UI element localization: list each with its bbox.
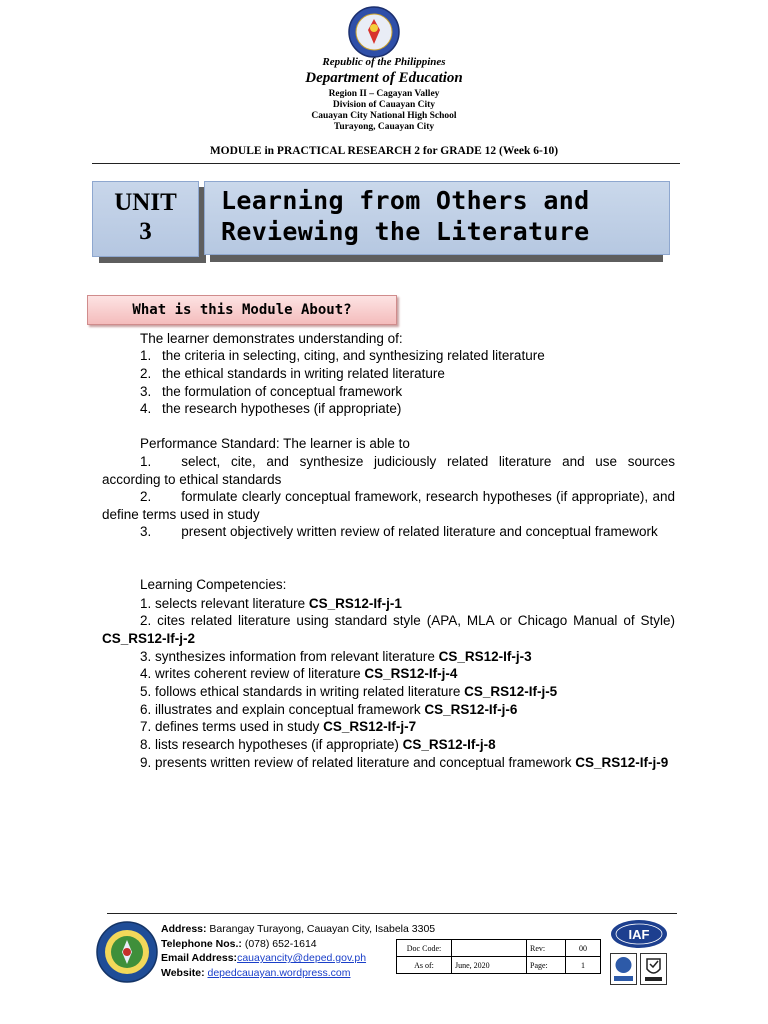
division-seal-icon [96, 921, 158, 983]
iaf-label: IAF [628, 927, 650, 942]
unit-label: UNIT [114, 189, 177, 216]
telephone-label: Telephone Nos.: [161, 938, 242, 950]
competency-item [140, 701, 517, 719]
website-link[interactable]: depedcauayan.wordpress.com [207, 967, 351, 979]
website-label: Website: [161, 967, 205, 979]
address-label: Address: [161, 923, 207, 935]
competency-text: 6. illustrates and explain conceptual framework [140, 702, 425, 717]
competency-item [140, 683, 557, 701]
competency-code: CS_RS12-If-j-2 [102, 630, 196, 646]
performance-item [102, 453, 675, 488]
competency-code: CS_RS12-If-j-4 [364, 666, 458, 681]
competency-text: 9. presents written review of related literature and conceptual framework [140, 755, 576, 770]
iaf-logo-icon [610, 919, 668, 949]
competency-code: CS_RS12-If-j-9 [575, 755, 669, 770]
competency-text: 7. defines terms used in study [140, 719, 324, 734]
competency-text: 3. synthesizes information from relevant literature [140, 649, 439, 664]
competency-text: 1. selects relevant literature [140, 596, 309, 611]
performance-number: 2. [140, 489, 152, 504]
understanding-number: 3. [140, 384, 152, 399]
telephone-value: (078) 652-1614 [241, 938, 317, 950]
competency-item [140, 595, 402, 613]
performance-text: formulate clearly conceptual framework, research hypotheses (if appropriate), and define terms used in study [102, 489, 675, 522]
as-of-label: As of: [397, 957, 452, 974]
competency-item [140, 736, 496, 754]
competency-code: CS_RS12-If-j-1 [308, 596, 402, 611]
performance-text: present objectively written review of related literature and conceptual framework [181, 524, 658, 539]
understanding-intro: The learner demonstrates understanding of: [140, 331, 403, 346]
footer-email [161, 951, 366, 965]
footer-website [161, 966, 351, 980]
competency-text: 2. cites related literature using standard style (APA, MLA or Chicago Manual of Style) [140, 613, 675, 628]
competency-code: CS_RS12-If-j-8 [402, 737, 496, 752]
email-label: Email Address: [161, 952, 238, 964]
competency-text: 8. lists research hypotheses (if appropriate) [140, 737, 403, 752]
header-divider [92, 163, 680, 164]
footer-address [161, 922, 435, 936]
unit-title-box [204, 181, 670, 255]
competency-code: CS_RS12-If-j-5 [464, 684, 558, 699]
competency-item [102, 612, 675, 647]
republic-label: Republic of the Philippines [322, 56, 446, 68]
document-control-table [396, 939, 601, 974]
competency-code: CS_RS12-If-j-6 [424, 702, 518, 717]
footer-divider [107, 913, 677, 914]
competency-item [102, 754, 675, 772]
footer-telephone [161, 937, 317, 951]
competency-text: 5. follows ethical standards in writing related literature [140, 684, 465, 699]
module-title: MODULE in PRACTICAL RESEARCH 2 for GRADE 12 (Week 6-10) [209, 145, 559, 157]
competency-item [140, 648, 532, 666]
competency-code: CS_RS12-If-j-7 [323, 719, 417, 734]
rev-value: 00 [566, 940, 601, 957]
module-about-label: What is this Module About? [132, 302, 352, 318]
page-label: Page: [527, 957, 566, 974]
performance-text: select, cite, and synthesize judiciously related literature and use sources according to ethical standards [102, 454, 675, 487]
competencies-intro: Learning Competencies: [140, 577, 287, 592]
as-of-value: June, 2020 [452, 957, 527, 974]
school-address-label: Turayong, Cauayan City [333, 122, 435, 132]
understanding-item: the criteria in selecting, citing, and synthesizing related literature [162, 348, 545, 363]
performance-number: 3. [140, 524, 152, 539]
unit-title-line-2: Reviewing the Literature [221, 217, 590, 246]
understanding-number: 2. [140, 366, 152, 381]
competency-item [140, 718, 416, 736]
understanding-item: the formulation of conceptual framework [162, 384, 403, 399]
email-link[interactable]: cauayancity@deped.gov.ph [237, 952, 367, 964]
division-label: Division of Cauayan City [332, 100, 436, 110]
competency-text: 4. writes coherent review of literature [140, 666, 365, 681]
address-value: Barangay Turayong, Cauayan City, Isabela 3305 [206, 923, 436, 935]
performance-intro: Performance Standard: The learner is able to [140, 436, 410, 451]
unit-number: 3 [139, 218, 152, 245]
ukas-cert-icon [640, 953, 667, 985]
performance-item [102, 523, 675, 541]
performance-number: 1. [140, 454, 152, 469]
competency-item [140, 665, 457, 683]
department-label: Department of Education [305, 70, 463, 86]
rev-label: Rev: [527, 940, 566, 957]
understanding-number: 1. [140, 348, 152, 363]
unit-box [92, 181, 199, 257]
region-label: Region II – Cagayan Valley [328, 89, 440, 99]
unit-title-line-1: Learning from Others and [221, 186, 590, 215]
iso-cert-icon [610, 953, 637, 985]
doc-code-value [452, 940, 527, 957]
understanding-number: 4. [140, 401, 152, 416]
competency-code: CS_RS12-If-j-3 [438, 649, 532, 664]
understanding-item: the research hypotheses (if appropriate) [162, 401, 402, 416]
deped-seal-icon [344, 6, 404, 58]
performance-item [102, 488, 675, 523]
page-value: 1 [566, 957, 601, 974]
doc-code-label: Doc Code: [397, 940, 452, 957]
understanding-item: the ethical standards in writing related literature [162, 366, 445, 381]
module-about-heading [87, 295, 397, 325]
school-label: Cauayan City National High School [311, 111, 457, 121]
